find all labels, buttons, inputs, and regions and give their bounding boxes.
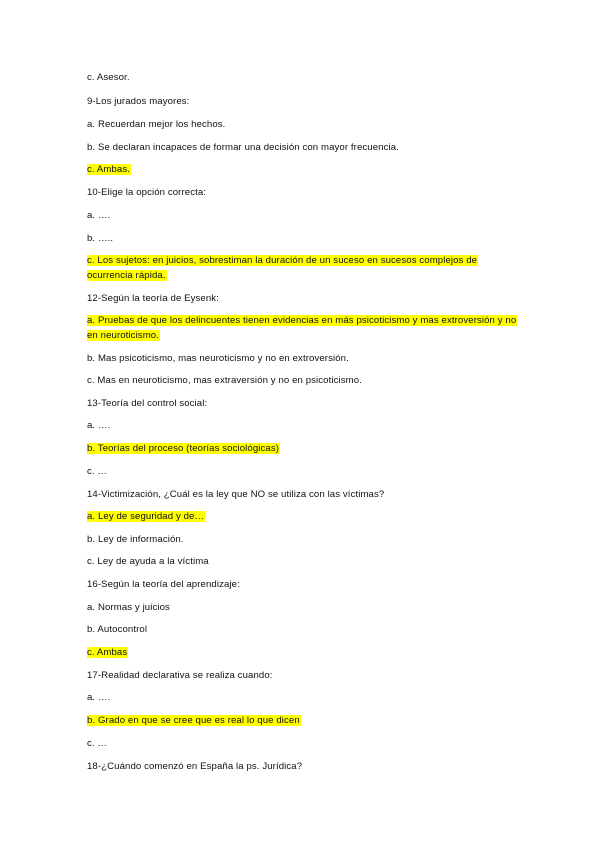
answer-option-correct — [87, 313, 519, 343]
answer-option — [87, 70, 130, 85]
highlighted-answer: a. Ley de seguridad y de… — [87, 511, 205, 522]
line-text: b. Ley de información. — [87, 534, 184, 545]
answer-option-correct — [87, 253, 519, 283]
highlighted-answer: b. Teorías del proceso (teorías sociológicas) — [87, 443, 280, 454]
answer-option — [87, 140, 399, 155]
answer-option-correct — [87, 509, 205, 524]
line-text: b. Se declaran incapaces de formar una decisión con mayor frecuencia. — [87, 142, 399, 153]
answer-option — [87, 373, 362, 388]
answer-option — [87, 736, 107, 751]
line-text: b. Mas psicoticismo, mas neuroticismo y no en extroversión. — [87, 353, 349, 364]
question-heading — [87, 185, 206, 200]
line-text: a. …. — [87, 692, 111, 703]
line-text: c. Mas en neuroticismo, mas extraversión y no en psicoticismo. — [87, 375, 362, 386]
question-heading — [87, 577, 240, 592]
line-text: 18-¿Cuándo comenzó en España la ps. Jurídica? — [87, 761, 303, 772]
question-heading — [87, 487, 384, 502]
line-text: 13-Teoría del control social: — [87, 398, 208, 409]
line-text: a. Recuerdan mejor los hechos. — [87, 119, 226, 130]
line-text: b. Autocontrol — [87, 624, 148, 635]
answer-option — [87, 464, 107, 479]
line-text: c. … — [87, 466, 108, 477]
line-text: a. …. — [87, 420, 111, 431]
line-text: 16-Según la teoría del aprendizaje: — [87, 579, 240, 590]
line-text: a. …. — [87, 210, 111, 221]
question-heading — [87, 94, 189, 109]
highlighted-answer: c. Ambas. — [87, 164, 131, 175]
answer-option — [87, 622, 147, 637]
highlighted-answer: b. Grado en que se cree que es real lo que dicen — [87, 715, 300, 726]
line-text: c. … — [87, 738, 108, 749]
answer-option-correct — [87, 645, 128, 660]
answer-option — [87, 208, 110, 223]
line-text: c. Ley de ayuda a la víctima — [87, 556, 209, 567]
question-heading — [87, 668, 273, 683]
highlighted-answer: a. Pruebas de que los delincuentes tienen evidencias en más psicoticismo y mas extroversión y no en neuroticismo. — [87, 315, 517, 341]
answer-option — [87, 351, 349, 366]
highlighted-answer: c. Ambas — [87, 647, 128, 658]
question-heading — [87, 396, 207, 411]
question-heading — [87, 759, 302, 774]
answer-option — [87, 117, 225, 132]
line-text: 9-Los jurados mayores: — [87, 96, 190, 107]
answer-option — [87, 418, 110, 433]
answer-option — [87, 600, 170, 615]
answer-option-correct — [87, 441, 280, 456]
answer-option — [87, 690, 110, 705]
line-text: 10-Elige la opción correcta: — [87, 187, 207, 198]
line-text: a. Normas y juicios — [87, 602, 170, 613]
line-text: 12-Según la teoría de Eysenk: — [87, 293, 219, 304]
question-heading — [87, 291, 219, 306]
line-text: b. ….. — [87, 233, 114, 244]
highlighted-answer: c. Los sujetos: en juicios, sobrestiman la duración de un suceso en sucesos complejos de ocurrencia rápida. — [87, 255, 478, 281]
answer-option — [87, 231, 113, 246]
answer-option-correct — [87, 162, 131, 177]
answer-option — [87, 532, 184, 547]
line-text: 17-Realidad declarativa se realiza cuando: — [87, 670, 273, 681]
answer-option — [87, 554, 209, 569]
answer-option-correct — [87, 713, 301, 728]
line-text: c. Asesor. — [87, 72, 130, 83]
line-text: 14-Victimización, ¿Cuál es la ley que NO se utiliza con las víctimas? — [87, 489, 385, 500]
